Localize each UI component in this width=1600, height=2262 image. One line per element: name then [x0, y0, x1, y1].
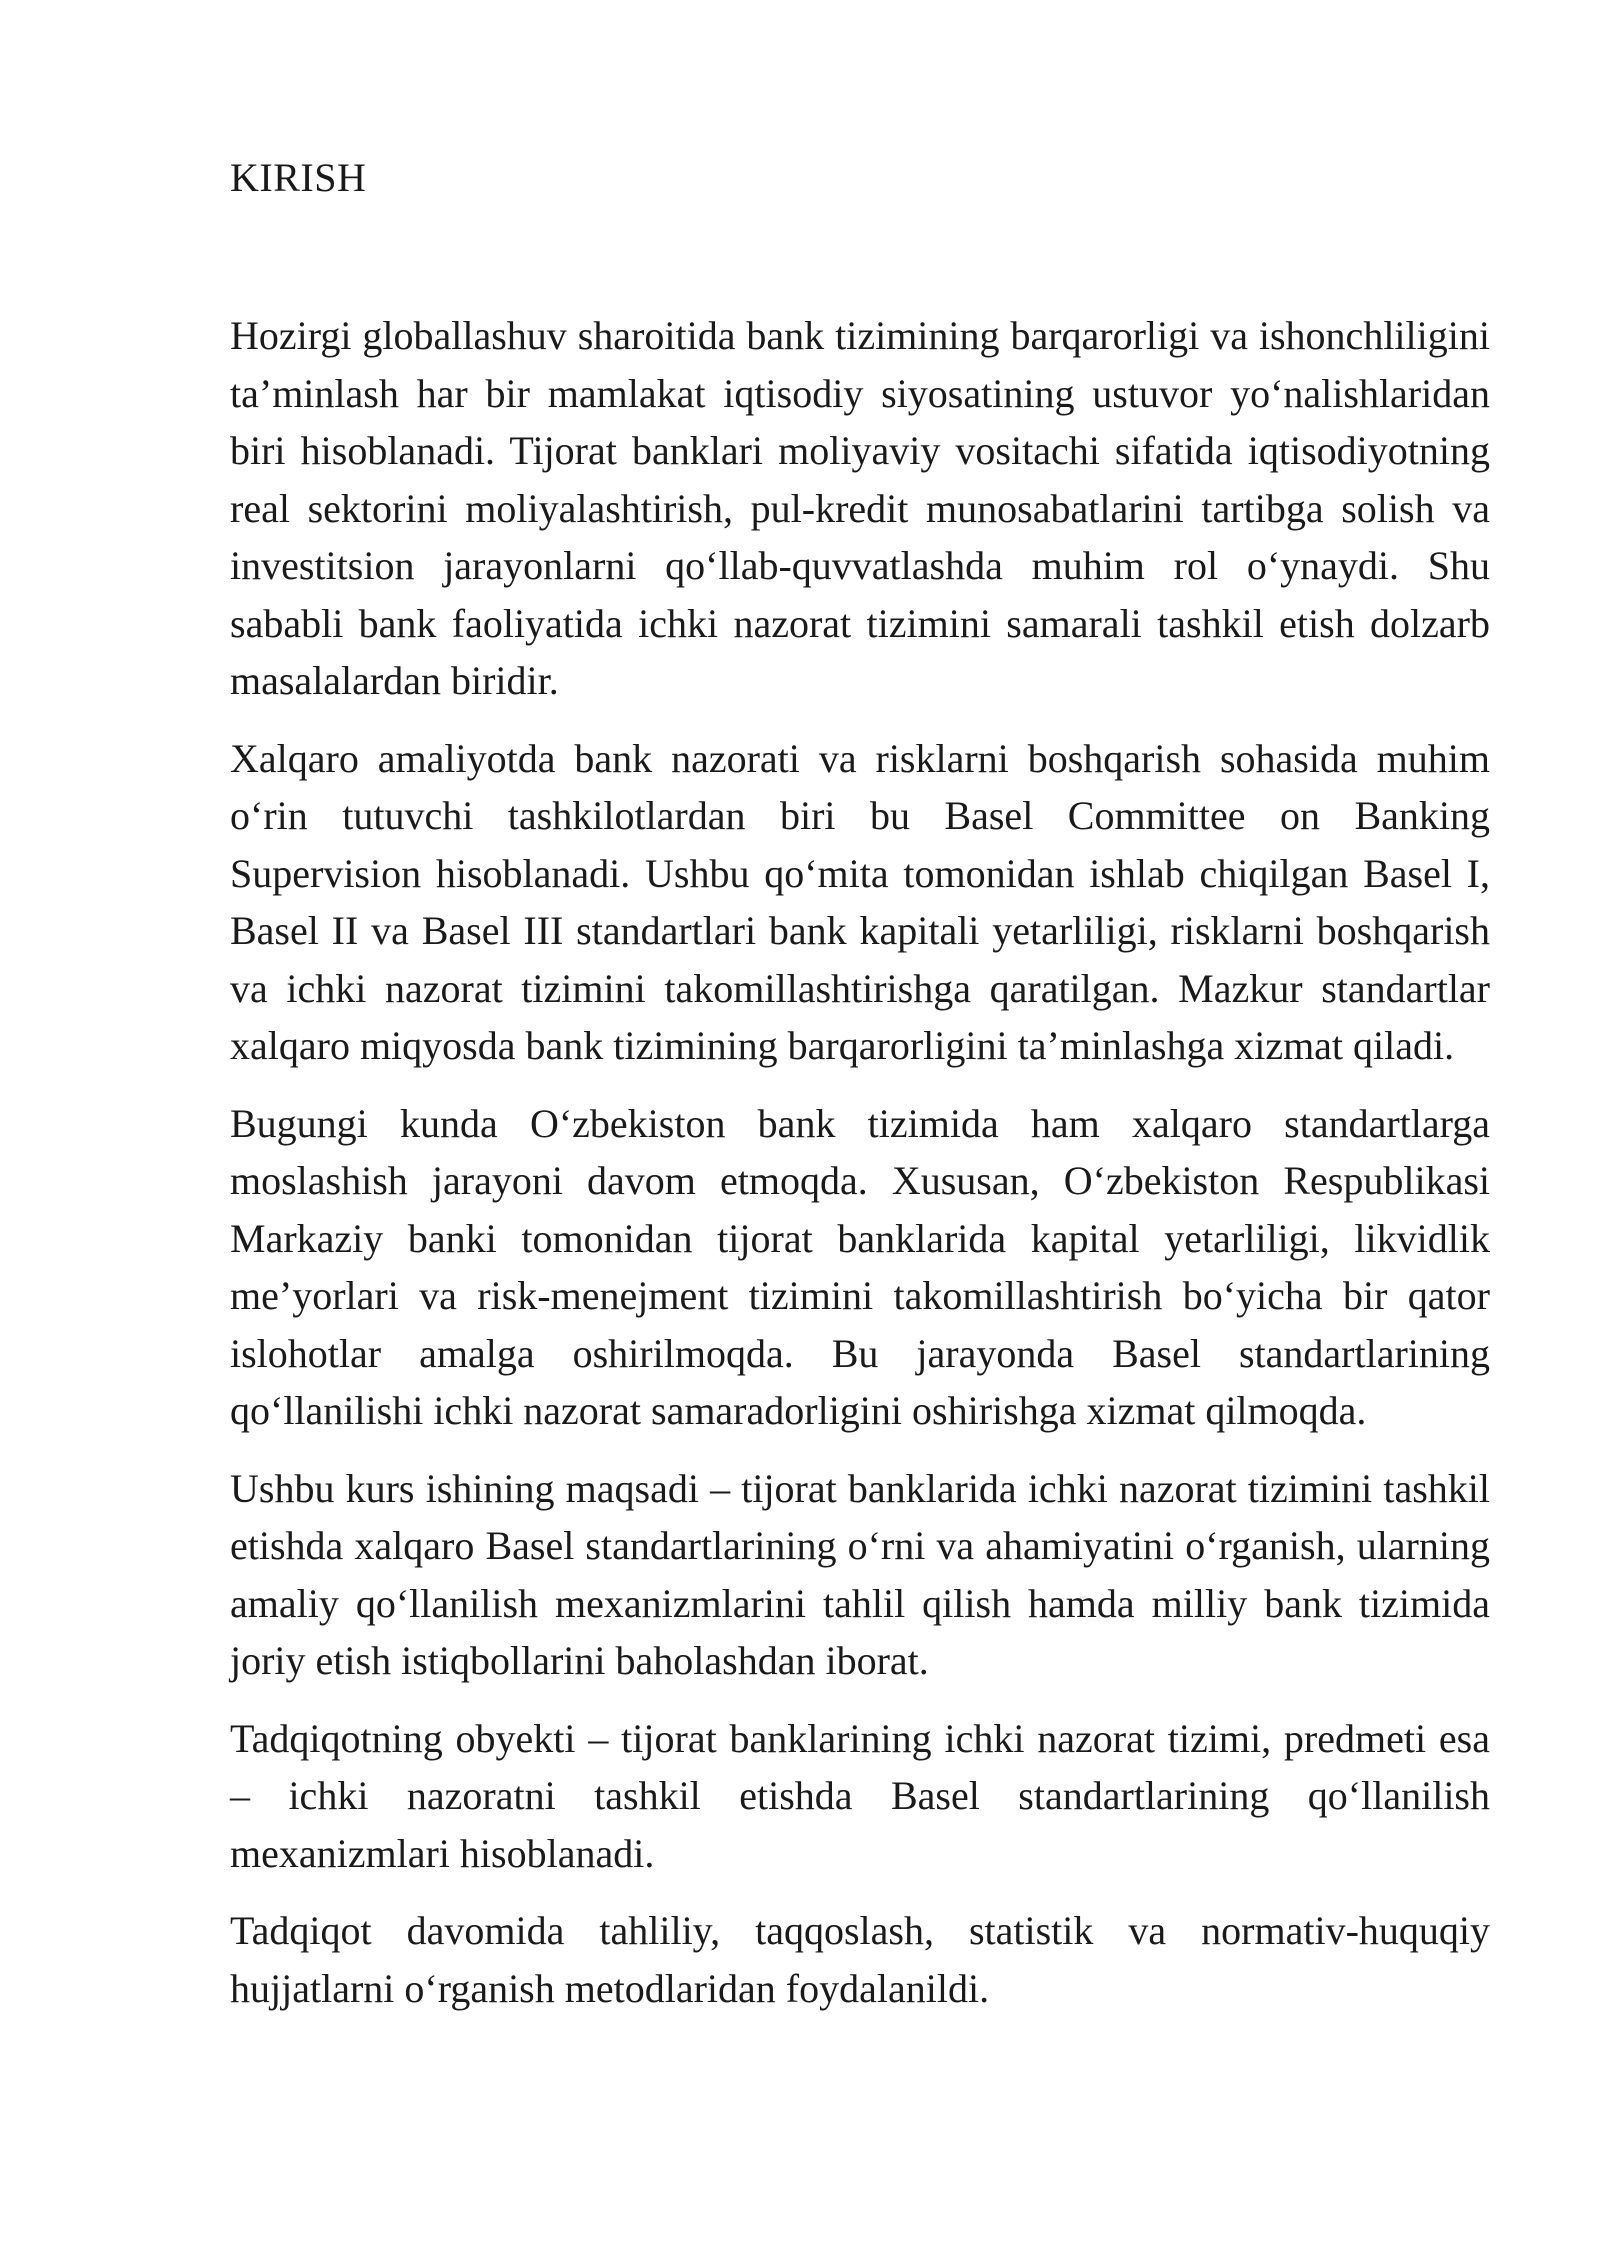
paragraph-1: Hozirgi globallashuv sharoitida bank tizimining barqarorligi va ishonchliligini ta’minlash har bir mamlakat iqtisodiy siyosatining ustuvor yo‘nalishlaridan biri hisoblanadi. Tijorat banklari moliyaviy vositachi sifatida iqtisodiyotning real sektorini moliyalashtirish, pul-kredit munosabatlarini tartibga solish va investitsion jarayonlarni qo‘llab-quvvatlashda muhim rol o‘ynaydi. Shu sababli bank faoliyatida ichki nazorat tizimini samarali tashkil etish dolzarb masalalardan biridir. — [230, 313, 1490, 703]
paragraph-4: Ushbu kurs ishining maqsadi – tijorat banklarida ichki nazorat tizimini tashkil etishda xalqaro Basel standartlarining o‘rni va ahamiyatini o‘rganish, ularning amaliy qo‘llanilish mexanizmlarini tahlil qilish hamda milliy bank tizimida joriy etish istiqbollarini baholashdan iborat. — [230, 1465, 1490, 1683]
paragraph-3: Bugungi kunda O‘zbekiston bank tizimida ham xalqaro standartlarga moslashish jarayoni davom etmoqda. Xususan, O‘zbekiston Respublikasi Markaziy banki tomonidan tijorat banklarida kapital yetarliligi, likvidlik me’yorlari va risk-menejment tizimini takomillashtirish bo‘yicha bir qator islohotlar amalga oshirilmoqda. Bu jarayonda Basel standartlarining qo‘llanilishi ichki nazorat samaradorligini oshirishga xizmat qilmoqda. — [230, 1100, 1490, 1433]
paragraph-2: Xalqaro amaliyotda bank nazorati va risklarni boshqarish sohasida muhim o‘rin tutuvchi tashkilotlardan biri bu Basel Committee on Banking Supervision hisoblanadi. Ushbu qo‘mita tomonidan ishlab chiqilgan Basel I, Basel II va Basel III standartlari bank kapitali yetarliligi, risklarni boshqarish va ichki nazorat tizimini takomillashtirishga qaratilgan. Mazkur standartlar xalqaro miqyosda bank tizimining barqarorligini ta’minlashga xizmat qiladi. — [230, 735, 1490, 1068]
section-heading: KIRISH — [230, 155, 367, 200]
paragraph-6: Tadqiqot davomida tahliliy, taqqoslash, statistik va normativ-huquqiy hujjatlarni o‘rganish metodlaridan foydalanildi. — [230, 1908, 1490, 2011]
body-text — [230, 307, 1490, 2037]
paragraph-5: Tadqiqotning obyekti – tijorat banklarining ichki nazorat tizimi, predmeti esa – ichki nazoratni tashkil etishda Basel standartlarining qo‘llanilish mexanizmlari hisoblanadi. — [230, 1715, 1490, 1876]
